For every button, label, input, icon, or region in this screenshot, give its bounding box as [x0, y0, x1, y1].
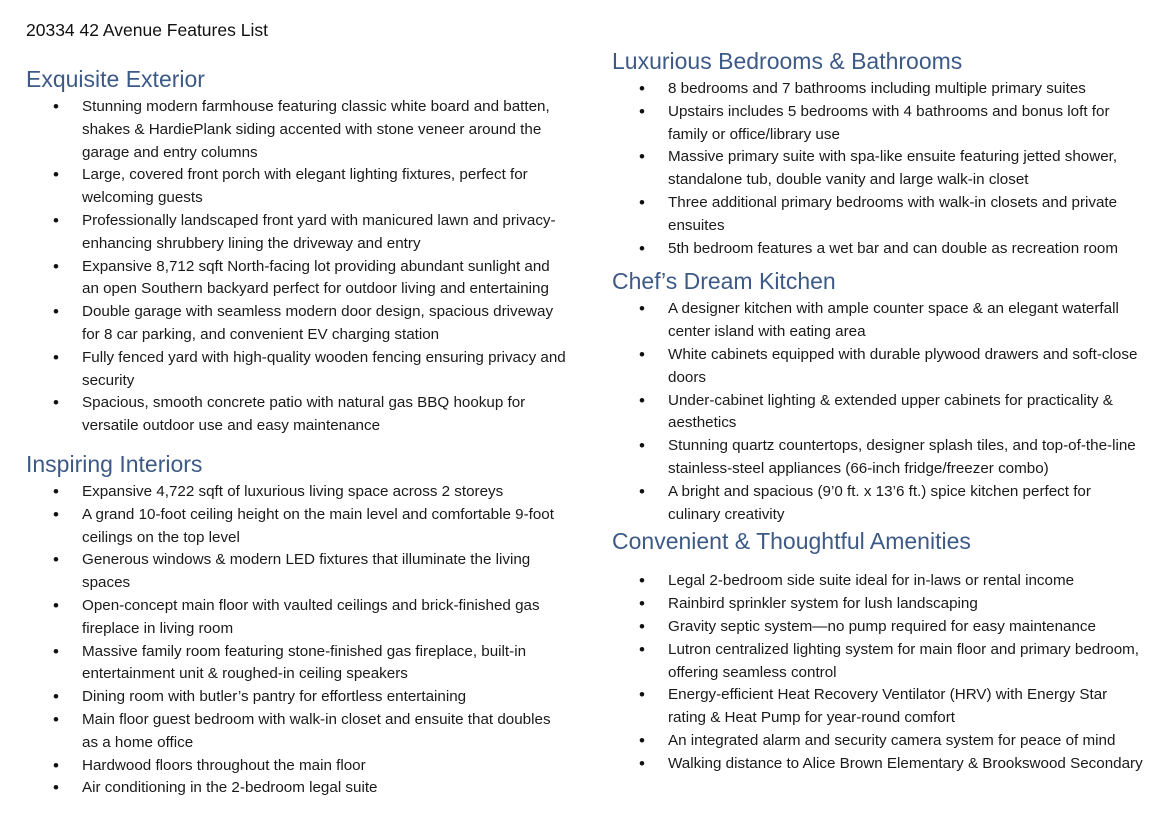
bedrooms-feature-list — [612, 78, 1147, 260]
document-title: 20334 42 Avenue Features List — [26, 20, 268, 40]
list-item: • Rainbird sprinkler system for lush landscaping — [612, 593, 1147, 616]
list-item: • A bright and spacious (9’0 ft. x 13’6 ft.) spice kitchen perfect for culinary creativity — [612, 481, 1147, 527]
section-heading-exterior: Exquisite Exterior — [26, 66, 205, 92]
list-item: • Hardwood floors throughout the main floor — [26, 755, 566, 778]
list-item: • Expansive 4,722 sqft of luxurious living space across 2 storeys — [26, 481, 566, 504]
list-item: • Massive primary suite with spa-like ensuite featuring jetted shower, standalone tub, double vanity and large walk-in closet — [612, 146, 1147, 192]
list-item: • Three additional primary bedrooms with walk-in closets and private ensuites — [612, 192, 1147, 238]
list-item: • Under-cabinet lighting & extended upper cabinets for practicality & aesthetics — [612, 390, 1147, 436]
list-item: • Open-concept main floor with vaulted ceilings and brick-finished gas fireplace in living room — [26, 595, 566, 641]
right-column — [612, 46, 1147, 776]
list-item: • Large, covered front porch with elegant lighting fixtures, perfect for welcoming guests — [26, 164, 566, 210]
list-item: • Lutron centralized lighting system for main floor and primary bedroom, offering seamless control — [612, 639, 1147, 685]
list-item: • Main floor guest bedroom with walk-in closet and ensuite that doubles as a home office — [26, 709, 566, 755]
list-item: • Dining room with butler’s pantry for effortless entertaining — [26, 686, 566, 709]
list-item: • Professionally landscaped front yard with manicured lawn and privacy-enhancing shrubbery lining the driveway and entry — [26, 210, 566, 256]
amenities-feature-list — [612, 570, 1147, 775]
left-column — [26, 64, 566, 800]
exterior-feature-list — [26, 96, 566, 438]
list-item: • A grand 10-foot ceiling height on the main level and comfortable 9-foot ceilings on the top level — [26, 504, 566, 550]
list-item: • Gravity septic system—no pump required for easy maintenance — [612, 616, 1147, 639]
section-heading-kitchen: Chef’s Dream Kitchen — [612, 268, 836, 295]
list-item: • A designer kitchen with ample counter space & an elegant waterfall center island with eating area — [612, 298, 1147, 344]
list-item: • Stunning quartz countertops, designer splash tiles, and top-of-the-line stainless-steel appliances (66-inch fridge/freezer combo) — [612, 435, 1147, 481]
list-item: • White cabinets equipped with durable plywood drawers and soft-close doors — [612, 344, 1147, 390]
kitchen-feature-list — [612, 298, 1147, 526]
list-item: • Expansive 8,712 sqft North-facing lot providing abundant sunlight and an open Southern backyard perfect for outdoor living and entertaining — [26, 256, 566, 302]
list-item: • An integrated alarm and security camera system for peace of mind — [612, 730, 1147, 753]
list-item: • Spacious, smooth concrete patio with natural gas BBQ hookup for versatile outdoor use and easy maintenance — [26, 392, 566, 438]
section-heading-amenities: Convenient & Thoughtful Amenities — [612, 528, 971, 555]
list-item: • Walking distance to Alice Brown Elementary & Brookswood Secondary — [612, 753, 1147, 776]
list-item: • Fully fenced yard with high-quality wooden fencing ensuring privacy and security — [26, 347, 566, 393]
list-item: • 5th bedroom features a wet bar and can double as recreation room — [612, 238, 1147, 261]
list-item: • Air conditioning in the 2-bedroom legal suite — [26, 777, 566, 800]
list-item: • Stunning modern farmhouse featuring classic white board and batten, shakes & HardiePlank siding accented with stone veneer around the garage and entry columns — [26, 96, 566, 164]
list-item: • Massive family room featuring stone-finished gas fireplace, built-in entertainment unit & roughed-in ceiling speakers — [26, 641, 566, 687]
interiors-feature-list — [26, 481, 566, 800]
list-item: • Double garage with seamless modern door design, spacious driveway for 8 car parking, and convenient EV charging station — [26, 301, 566, 347]
list-item: • Energy-efficient Heat Recovery Ventilator (HRV) with Energy Star rating & Heat Pump for year-round comfort — [612, 684, 1147, 730]
list-item: • Upstairs includes 5 bedrooms with 4 bathrooms and bonus loft for family or office/library use — [612, 101, 1147, 147]
list-item: • Legal 2-bedroom side suite ideal for in-laws or rental income — [612, 570, 1147, 593]
list-item: • Generous windows & modern LED fixtures that illuminate the living spaces — [26, 549, 566, 595]
list-item: • 8 bedrooms and 7 bathrooms including multiple primary suites — [612, 78, 1147, 101]
section-heading-bedrooms: Luxurious Bedrooms & Bathrooms — [612, 48, 963, 74]
section-heading-interiors: Inspiring Interiors — [26, 450, 203, 477]
